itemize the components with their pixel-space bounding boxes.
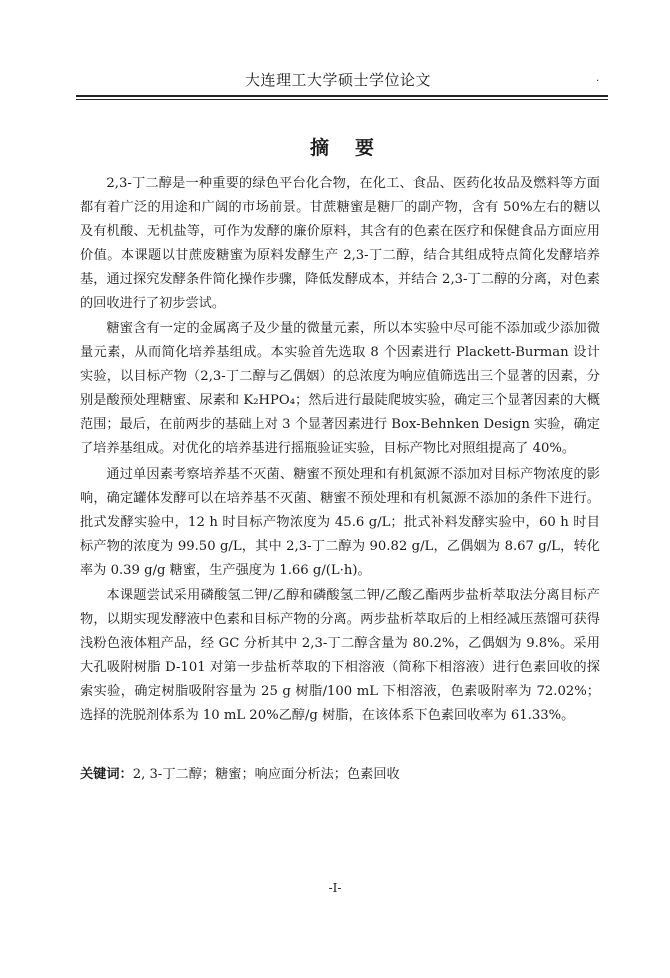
page-number: -I- — [328, 881, 342, 895]
keywords-line — [80, 764, 600, 786]
abstract-paragraph-2: 糖蜜含有一定的金属离子及少量的微量元素，所以本实验中尽可能不添加或少添加微量元素，从而简化培养基组成。本实验首先选取 8 个因素进行 Plackett-Burman 设计实验，以目标产物（2,3-丁二醇与乙偶姻）的总浓度为响应值筛选出三个显著的因素，分别是酸预处理糖蜜、尿素和 K₂HPO₄；然后进行最陡爬坡实验，确定三个显著因素的大概范围；最后，在前两步的基础上对 3 个显著因素进行 Box-Behnken Design 实验，确定了培养基组成。对优化的培养基进行摇瓶验证实验，目标产物比对照组提高了 40%。 — [80, 321, 600, 456]
abstract-title: 摘要 — [309, 137, 400, 159]
header-rule-thick — [76, 95, 608, 97]
keywords-label: 关键词： — [80, 767, 133, 782]
header-mark: . — [596, 73, 600, 84]
keywords-text: 2, 3-丁二醇；糖蜜；响应面分析法；色素回收 — [132, 767, 400, 782]
abstract-paragraph-3: 通过单因素考察培养基不灭菌、糖蜜不预处理和有机氮源不添加对目标产物浓度的影响，确定罐体发酵可以在培养基不灭菌、糖蜜不预处理和有机氮源不添加的条件下进行。批式发酵实验中，12 h 时目标产物浓度为 45.6 g/L；批式补料发酵实验中，60 h 时目标产物的浓度为 99.50 g/L，其中 2,3-丁二醇为 90.82 g/L，乙偶姻为 8.67 g/L，转化率为 0.39 g/g 糖蜜，生产强度为 1.66 g/(L·h)。 — [80, 466, 600, 578]
running-header: 大连理工大学硕士学位论文 — [244, 71, 431, 89]
abstract-body — [80, 172, 600, 730]
abstract-paragraph-1: 2,3-丁二醇是一种重要的绿色平台化合物，在化工、食品、医药化妆品及燃料等方面都有着广泛的用途和广阔的市场前景。甘蔗糖蜜是糖厂的副产物，含有 50%左右的糖以及有机酸、无机盐等，可作为发酵的廉价原料，其含有的色素在医疗和保健食品方面应用价值。本课题以甘蔗废糖蜜为原料发酵生产 2,3-丁二醇，结合其组成特点简化发酵培养基，通过探究发酵条件简化操作步骤，降低发酵成本，并结合 2,3-丁二醇的分离，对色素的回收进行了初步尝试。 — [80, 176, 600, 311]
header-rule-thin — [76, 99, 608, 100]
abstract-paragraph-4: 本课题尝试采用磷酸氢二钾/乙醇和磷酸氢二钾/乙酸乙酯两步盐析萃取法分离目标产物，以期实现发酵液中色素和目标产物的分离。两步盐析萃取后的上相经减压蒸馏可获得浅粉色液体粗产品，经 GC 分析其中 2,3-丁二醇含量为 80.2%，乙偶姻为 9.8%。采用大孔吸附树脂 D-101 对第一步盐析萃取的下相溶液（简称下相溶液）进行色素回收的探索实验，确定树脂吸附容量为 25 g 树脂/100 mL 下相溶液，色素吸附率为 72.02%；选择的洗脱剂体系为 10 mL 20%乙醇/g 树脂，在该体系下色素回收率为 61.33%。 — [80, 588, 600, 723]
